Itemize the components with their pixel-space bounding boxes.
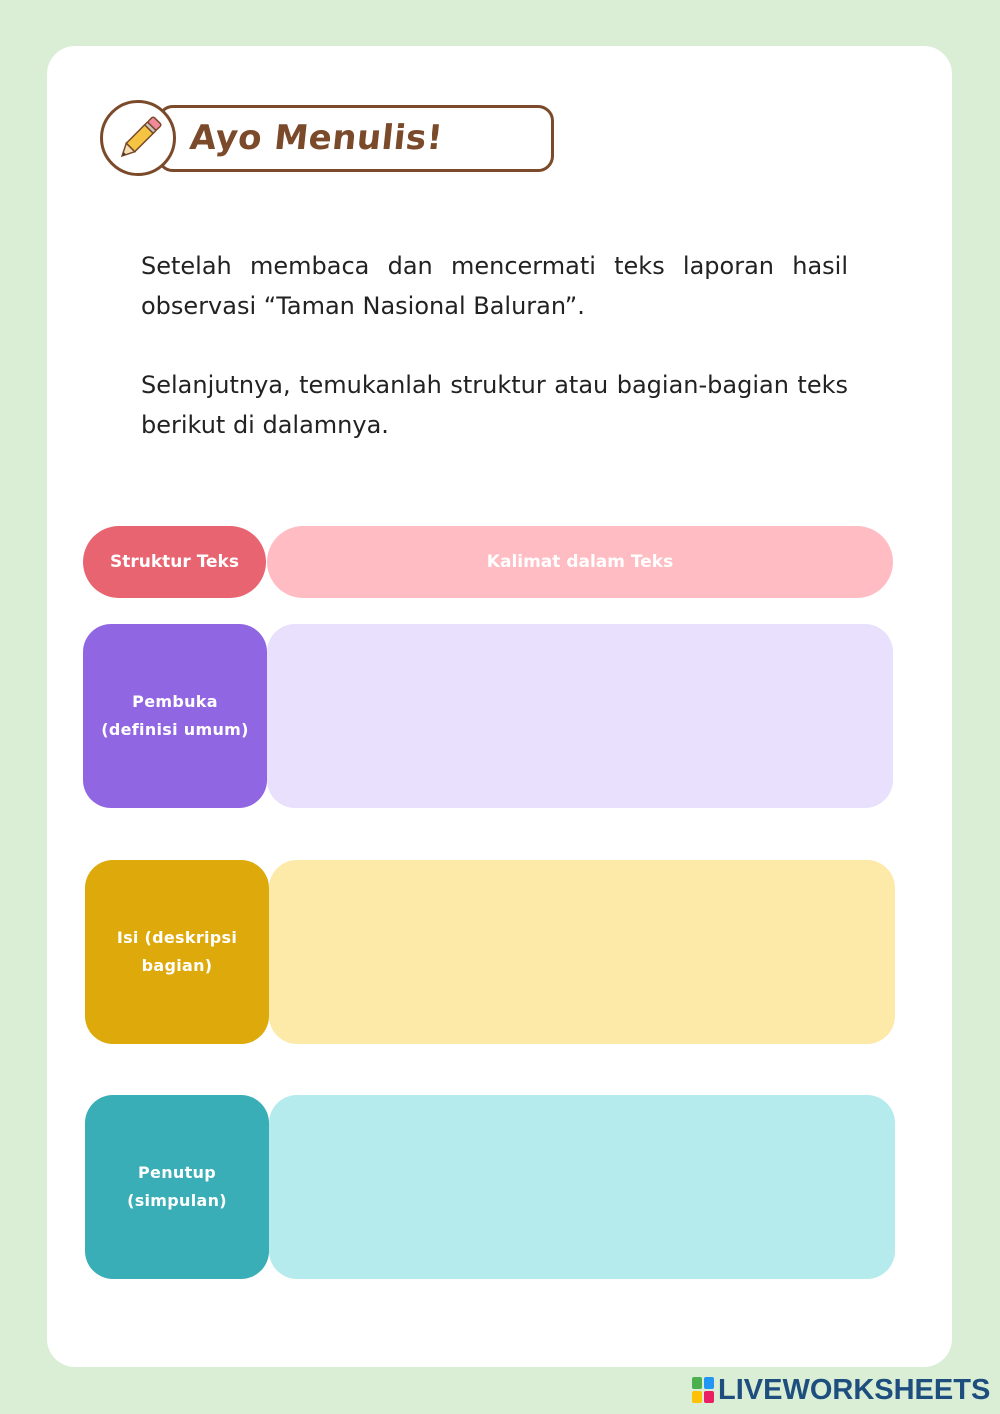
pencil-icon (111, 111, 167, 167)
answer-field-isi[interactable] (269, 860, 895, 1044)
row-label-line2: (definisi umum) (101, 720, 249, 739)
answer-input-penutup[interactable] (269, 1093, 895, 1281)
liveworksheets-logo-icon (692, 1377, 714, 1403)
row-label-line1: Pembuka (132, 692, 218, 711)
row-label-penutup (85, 1095, 269, 1279)
row-label-pembuka (83, 624, 267, 808)
answer-field-pembuka[interactable] (267, 624, 893, 808)
row-label-line2: (simpulan) (127, 1191, 227, 1210)
brand-name: LIVEWORKSHEETS (718, 1373, 991, 1406)
liveworksheets-brand[interactable] (692, 1374, 990, 1406)
answer-input-isi[interactable] (269, 858, 895, 1046)
instruction-paragraph-2: Selanjutnya, temukanlah struktur atau bagian-bagian teks berikut di dalamnya. (141, 371, 848, 439)
row-label-line1: Isi (deskripsi (116, 928, 238, 947)
column-header-sentence: Kalimat dalam Teks (267, 526, 893, 598)
pencil-badge (100, 100, 176, 176)
answer-field-penutup[interactable] (269, 1095, 895, 1279)
instruction-paragraph-1: Setelah membaca dan mencermati teks laporan hasil observasi “Taman Nasional Baluran”. (141, 252, 848, 320)
row-label-line1: Penutup (138, 1163, 216, 1182)
answer-input-pembuka[interactable] (267, 622, 893, 810)
column-header-structure: Struktur Teks (83, 526, 266, 598)
row-label-isi (85, 860, 269, 1044)
row-label-line2: bagian) (141, 956, 213, 975)
page-title: Ayo Menulis! (187, 118, 445, 158)
